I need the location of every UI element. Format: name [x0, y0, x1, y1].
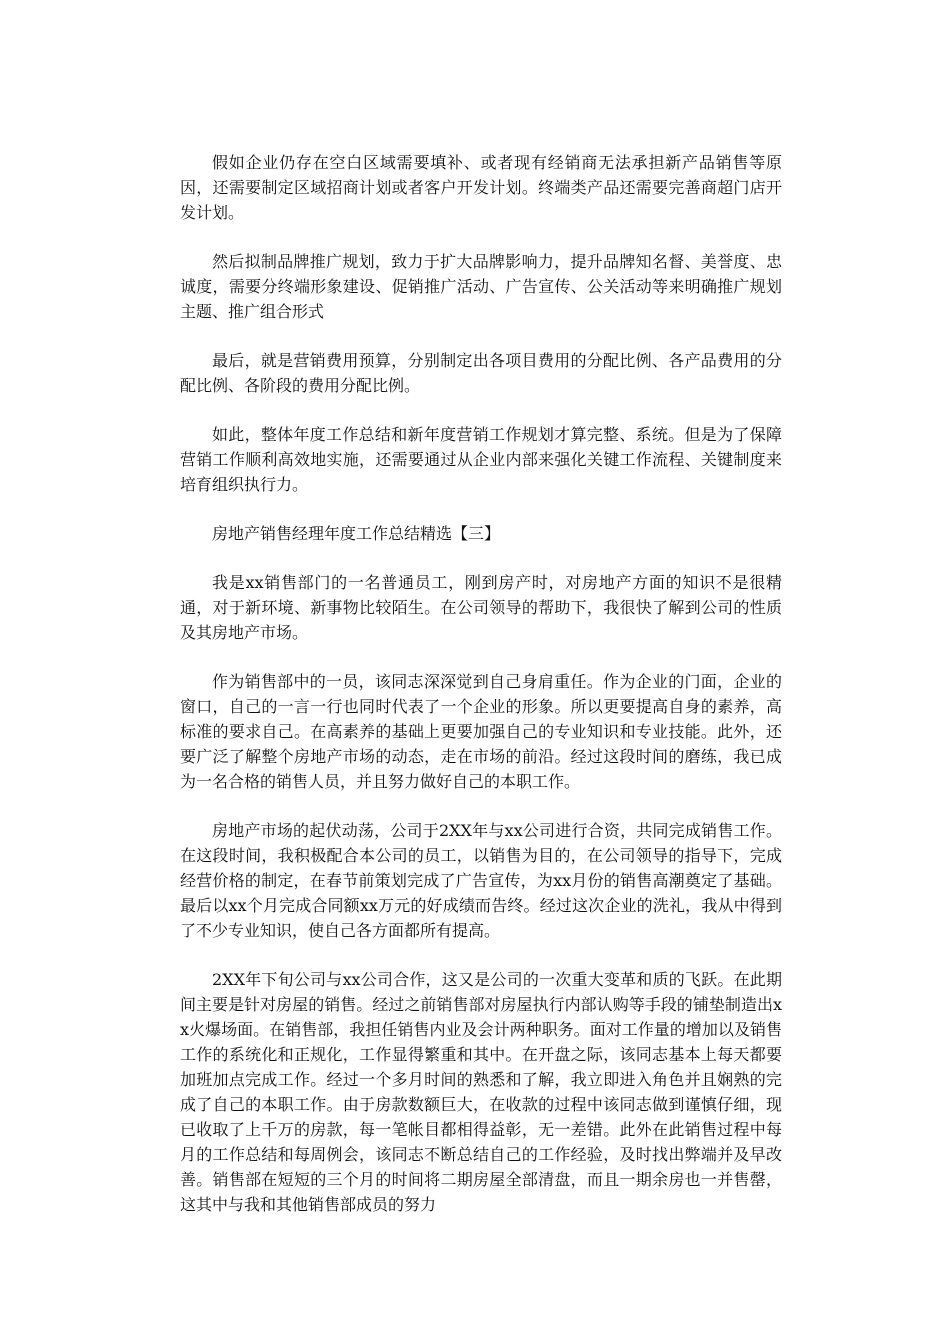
- paragraph: 如此，整体年度工作总结和新年度营销工作规划才算完整、系统。但是为了保障营销工作顺利高效地实施，还需要通过从企业内部来强化关键工作流程、关键制度来培育组织执行力。: [180, 425, 782, 494]
- document-body: [180, 150, 782, 1241]
- paragraph: 然后拟制品牌推广规划，致力于扩大品牌影响力，提升品牌知名督、美誉度、忠诚度，需要分终端形象建设、促销推广活动、广告宣传、公关活动等来明确推广规划主题、推广组合形式: [180, 252, 782, 321]
- paragraph: 假如企业仍存在空白区域需要填补、或者现有经销商无法承担新产品销售等原因，还需要制定区域招商计划或者客户开发计划。终端类产品还需要完善商超门店开发计划。: [180, 153, 782, 222]
- paragraph: 我是xx销售部门的一名普通员工，刚到房产时，对房地产方面的知识不是很精通，对于新环境、新事物比较陌生。在公司领导的帮助下，我很快了解到公司的性质及其房地产市场。: [180, 573, 782, 642]
- paragraph: 作为销售部中的一员，该同志深深觉到自己身肩重任。作为企业的门面，企业的窗口，自己的一言一行也同时代表了一个企业的形象。所以更要提高自身的素养，高标准的要求自己。在高素养的基础上更要加强自己的专业知识和专业技能。此外，还要广泛了解整个房地产市场的动态，走在市场的前沿。经过这段时间的磨练，我已成为一名合格的销售人员，并且努力做好自己的本职工作。: [180, 672, 782, 791]
- paragraph: 房地产市场的起伏动荡，公司于2XX年与xx公司进行合资，共同完成销售工作。在这段时间，我积极配合本公司的员工，以销售为目的，在公司领导的指导下，完成经营价格的制定，在春节前策划完成了广告宣传，为xx月份的销售高潮奠定了基础。最后以xx个月完成合同额xx万元的好成绩而告终。经过这次企业的洗礼，我从中得到了不少专业知识，使自己各方面都所有提高。: [180, 821, 782, 940]
- section-heading: 房地产销售经理年度工作总结精选【三】: [212, 524, 501, 543]
- paragraph: 最后，就是营销费用预算，分别制定出各项目费用的分配比例、各产品费用的分配比例、各阶段的费用分配比例。: [180, 351, 782, 395]
- paragraph: 2XX年下旬公司与xx公司合作，这又是公司的一次重大变革和质的飞跃。在此期间主要是针对房屋的销售。经过之前销售部对房屋执行内部认购等手段的铺垫制造出xx火爆场面。在销售部，我担任销售内业及会计两种职务。面对工作量的增加以及销售工作的系统化和正规化，工作显得繁重和其中。在开盘之际，该同志基本上每天都要加班加点完成工作。经过一个多月时间的熟悉和了解，我立即进入角色并且娴熟的完成了自己的本职工作。由于房款数额巨大，在收款的过程中该同志做到谨慎仔细，现已收取了上千万的房款，每一笔帐目都相得益彰，无一差错。此外在此销售过程中每月的工作总结和每周例会，该同志不断总结自己的工作经验，及时找出弊端并及早改善。销售部在短短的三个月的时间将二期房屋全部清盘，而且一期余房也一并售罄，这其中与我和其他销售部成员的努力: [180, 970, 782, 1214]
